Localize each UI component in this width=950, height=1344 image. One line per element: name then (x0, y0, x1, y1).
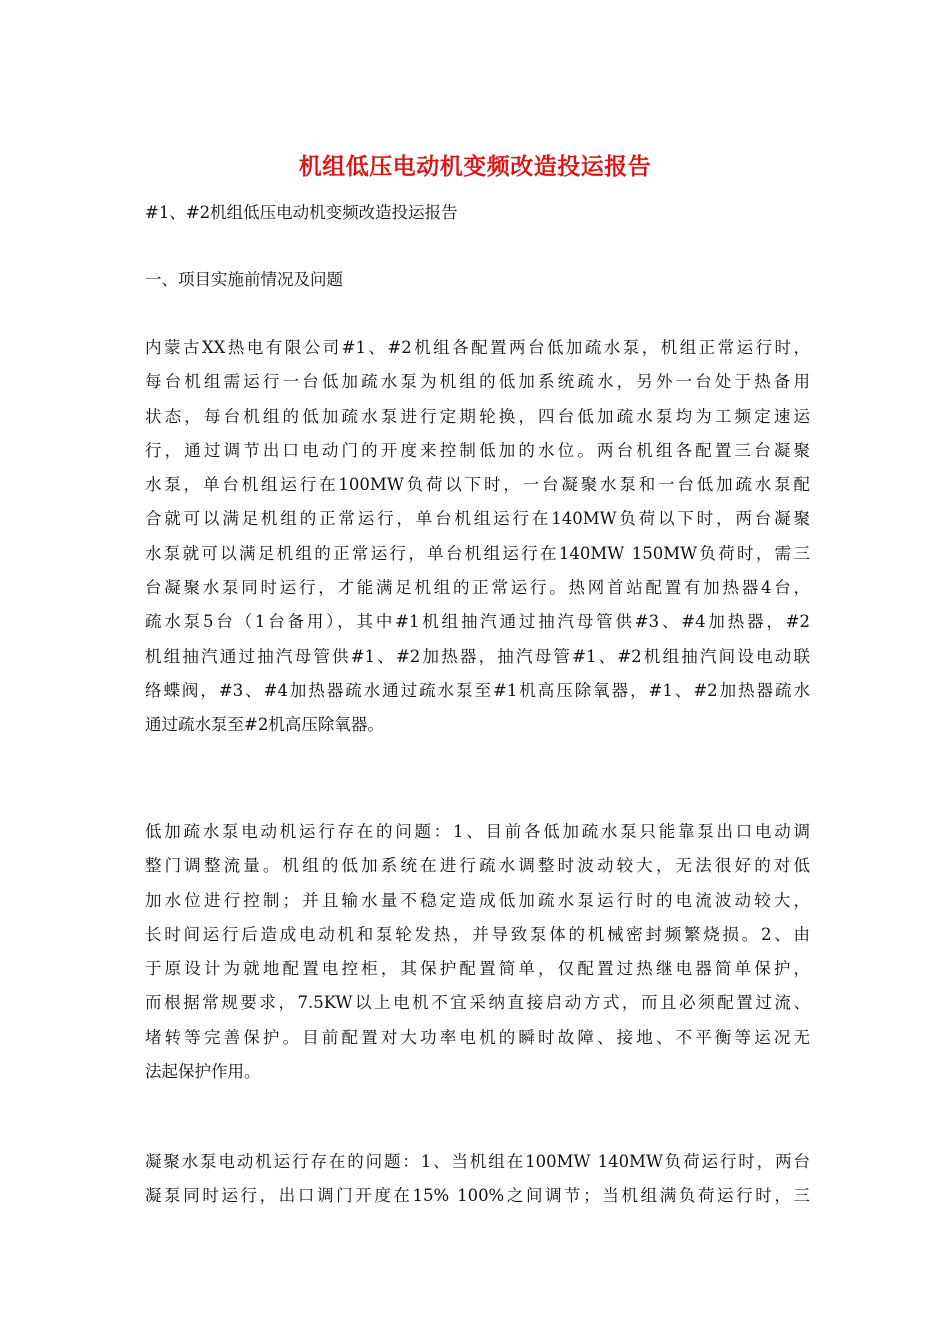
paragraph-line: 台凝聚水泵同时运行，才能满足机组的正常运行。热网首站配置有加热器4台， (145, 578, 810, 598)
paragraph-line: 疏水泵5台（1台备用），其中#1机组抽汽通过抽汽母管供#3、#4加热器，#2 (145, 612, 810, 632)
document-title: 机组低压电动机变频改造投运报告 (298, 153, 652, 180)
paragraph-line: 合就可以满足机组的正常运行，单台机组运行在140MW负荷以下时，两台凝聚 (145, 509, 810, 529)
paragraph-line: 每台机组需运行一台低加疏水泵为机组的低加系统疏水，另外一台处于热备用 (145, 372, 810, 392)
paragraph-line: 整门调整流量。机组的低加系统在进行疏水调整时波动较大，无法很好的对低 (145, 856, 810, 876)
paragraph-line: 内蒙古XX热电有限公司#1、#2机组各配置两台低加疏水泵，机组正常运行时， (145, 338, 810, 357)
paragraph-line: 堵转等完善保护。目前配置对大功率电机的瞬时故障、接地、不平衡等运况无 (145, 1027, 810, 1047)
section-heading: 一、项目实施前情况及问题 (145, 270, 343, 289)
paragraph-line: 而根据常规要求，7.5KW以上电机不宜采纳直接启动方式，而且必须配置过流、 (145, 993, 810, 1013)
paragraph-line: 长时间运行后造成电动机和泵轮发热，并导致泵体的机械密封频繁烧损。2、由 (145, 924, 810, 944)
paragraph-2 (145, 815, 810, 1089)
paragraph-line: 加水位进行控制；并且输水量不稳定造成低加疏水泵运行时的电流波动较大， (145, 890, 810, 910)
paragraph-line: 络蝶阀，#3、#4加热器疏水通过疏水泵至#1机高压除氧器，#1、#2加热器疏水 (145, 680, 810, 700)
paragraph-line: 状态，每台机组的低加疏水泵进行定期轮换，四台低加疏水泵均为工频定速运 (145, 406, 810, 426)
paragraph-1 (145, 331, 810, 743)
paragraph-line: 水泵，单台机组运行在100MW负荷以下时，一台凝聚水泵和一台低加疏水泵配 (145, 475, 810, 495)
paragraph-line: 行，通过调节出口电动门的开度来控制低加的水位。两台机组各配置三台凝聚 (145, 440, 810, 460)
paragraph-line: 通过疏水泵至#2机高压除氧器。 (145, 715, 384, 735)
paragraph-line: 于原设计为就地配置电控柜，其保护配置简单，仅配置过热继电器简单保护， (145, 959, 810, 979)
paragraph-line: 凝泵同时运行，出口调门开度在15% 100%之间调节；当机组满负荷运行时，三 (145, 1186, 810, 1206)
paragraph-line: 凝聚水泵电动机运行存在的问题：1、当机组在100MW 140MW负荷运行时，两台 (145, 1152, 810, 1171)
paragraph-line: 法起保护作用。 (145, 1062, 261, 1082)
document-subtitle: #1、#2机组低压电动机变频改造投运报告 (145, 203, 458, 222)
paragraph-line: 低加疏水泵电动机运行存在的问题：1、目前各低加疏水泵只能靠泵出口电动调 (145, 822, 810, 841)
paragraph-line: 水泵就可以满足机组的正常运行，单台机组运行在140MW 150MW负荷时，需三 (145, 543, 810, 563)
paragraph-3 (145, 1145, 810, 1214)
paragraph-line: 机组抽汽通过抽汽母管供#1、#2加热器，抽汽母管#1、#2机组抽汽间设电动联 (145, 646, 810, 666)
